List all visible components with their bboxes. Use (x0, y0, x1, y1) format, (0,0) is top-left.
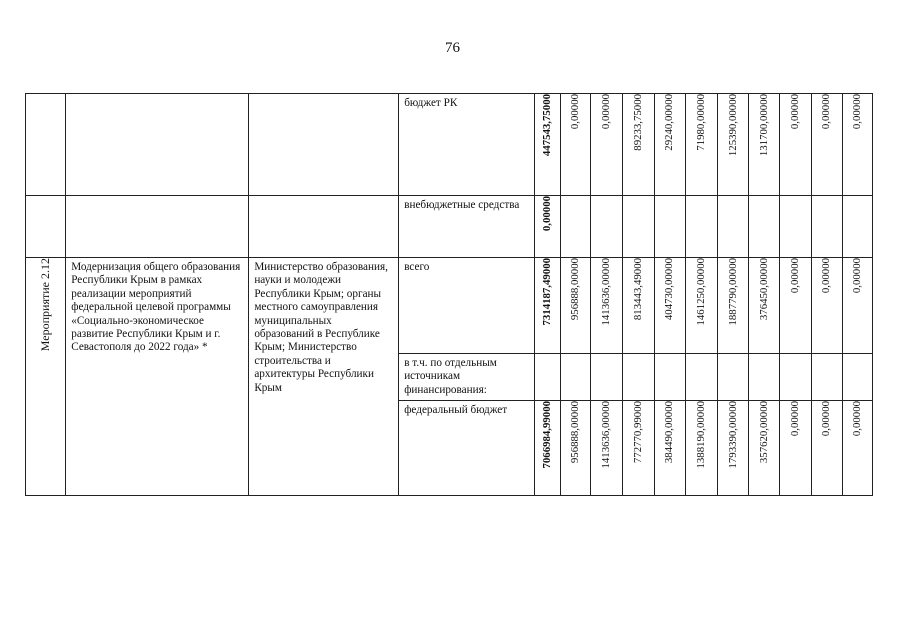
value-cell: 1461250,00000 (685, 258, 717, 354)
value-cell (623, 354, 654, 401)
value-cell (685, 354, 717, 401)
value-cell: 0,00000 (780, 94, 811, 196)
value-cell (780, 196, 811, 258)
value-cell (749, 354, 780, 401)
value-cell: 0,00000 (842, 401, 872, 496)
source-cell: в т.ч. по отдельным источникам финансирования: (399, 354, 535, 401)
value-cell: 404730,00000 (654, 258, 685, 354)
value-cell: 772770,99000 (623, 401, 654, 496)
value-cell: 357620,00000 (749, 401, 780, 496)
value-cell: 956888,00000 (561, 258, 591, 354)
value-cell: 376450,00000 (749, 258, 780, 354)
value-cell (718, 196, 749, 258)
description-cell-empty (66, 94, 249, 196)
value-cell: 0,00000 (780, 401, 811, 496)
value-cell (780, 354, 811, 401)
value-cell (811, 354, 842, 401)
page-number: 76 (445, 40, 460, 56)
description-cell: Модернизация общего образования Республики Крым в рамках реализации мероприятий федеральной целевой программы «Социально-экономическое развитие Республики Крым и г. Севастополя до 2022 года» * (66, 258, 249, 496)
value-cell: 384490,00000 (654, 401, 685, 496)
description-cell-empty (66, 196, 249, 258)
value-cell (685, 196, 717, 258)
value-cell: 0,00000 (811, 94, 842, 196)
source-cell: федеральный бюджет (399, 401, 535, 496)
total-cell: 447543,75000 (534, 94, 560, 196)
value-cell (591, 354, 623, 401)
value-cell: 89233,75000 (623, 94, 654, 196)
total-cell: 0,00000 (534, 196, 560, 258)
value-cell: 956888,00000 (561, 401, 591, 496)
value-cell (811, 196, 842, 258)
total-cell: 7066984,99000 (534, 401, 560, 496)
table-row (26, 196, 873, 258)
value-cell: 0,00000 (842, 258, 872, 354)
value-cell: 1413636,00000 (591, 258, 623, 354)
value-cell: 1793390,00000 (718, 401, 749, 496)
row-label-cell: Мероприятие 2.12 (26, 258, 66, 496)
value-cell (591, 196, 623, 258)
value-cell (654, 354, 685, 401)
row-label-cell-empty (26, 94, 66, 196)
value-cell: 0,00000 (780, 258, 811, 354)
value-cell (623, 196, 654, 258)
value-cell: 131700,00000 (749, 94, 780, 196)
value-cell (654, 196, 685, 258)
value-cell: 0,00000 (811, 401, 842, 496)
value-cell (561, 354, 591, 401)
table-row (26, 94, 873, 196)
financing-table (25, 93, 873, 496)
value-cell: 1413636,00000 (591, 401, 623, 496)
value-cell: 125390,00000 (718, 94, 749, 196)
total-cell: 7314187,49000 (534, 258, 560, 354)
executors-cell-empty (249, 196, 399, 258)
total-cell (534, 354, 560, 401)
value-cell (749, 196, 780, 258)
value-cell: 1388190,00000 (685, 401, 717, 496)
value-cell (842, 196, 872, 258)
value-cell: 29240,00000 (654, 94, 685, 196)
value-cell: 71980,00000 (685, 94, 717, 196)
source-cell: бюджет РК (399, 94, 535, 196)
value-cell: 0,00000 (561, 94, 591, 196)
value-cell: 813443,49000 (623, 258, 654, 354)
value-cell (718, 354, 749, 401)
executors-cell-empty (249, 94, 399, 196)
table-row (26, 258, 873, 354)
value-cell (842, 354, 872, 401)
value-cell: 0,00000 (811, 258, 842, 354)
value-cell: 1887790,00000 (718, 258, 749, 354)
value-cell: 0,00000 (842, 94, 872, 196)
row-label-cell-empty (26, 196, 66, 258)
executors-cell: Министерство образования, науки и молодежи Республики Крым; органы местного самоуправления муниципальных образований в Республике Крым; Министерство строительства и архитектуры Республики Крым (249, 258, 399, 496)
value-cell: 0,00000 (591, 94, 623, 196)
source-cell: внебюджетные средства (399, 196, 535, 258)
source-cell: всего (399, 258, 535, 354)
value-cell (561, 196, 591, 258)
